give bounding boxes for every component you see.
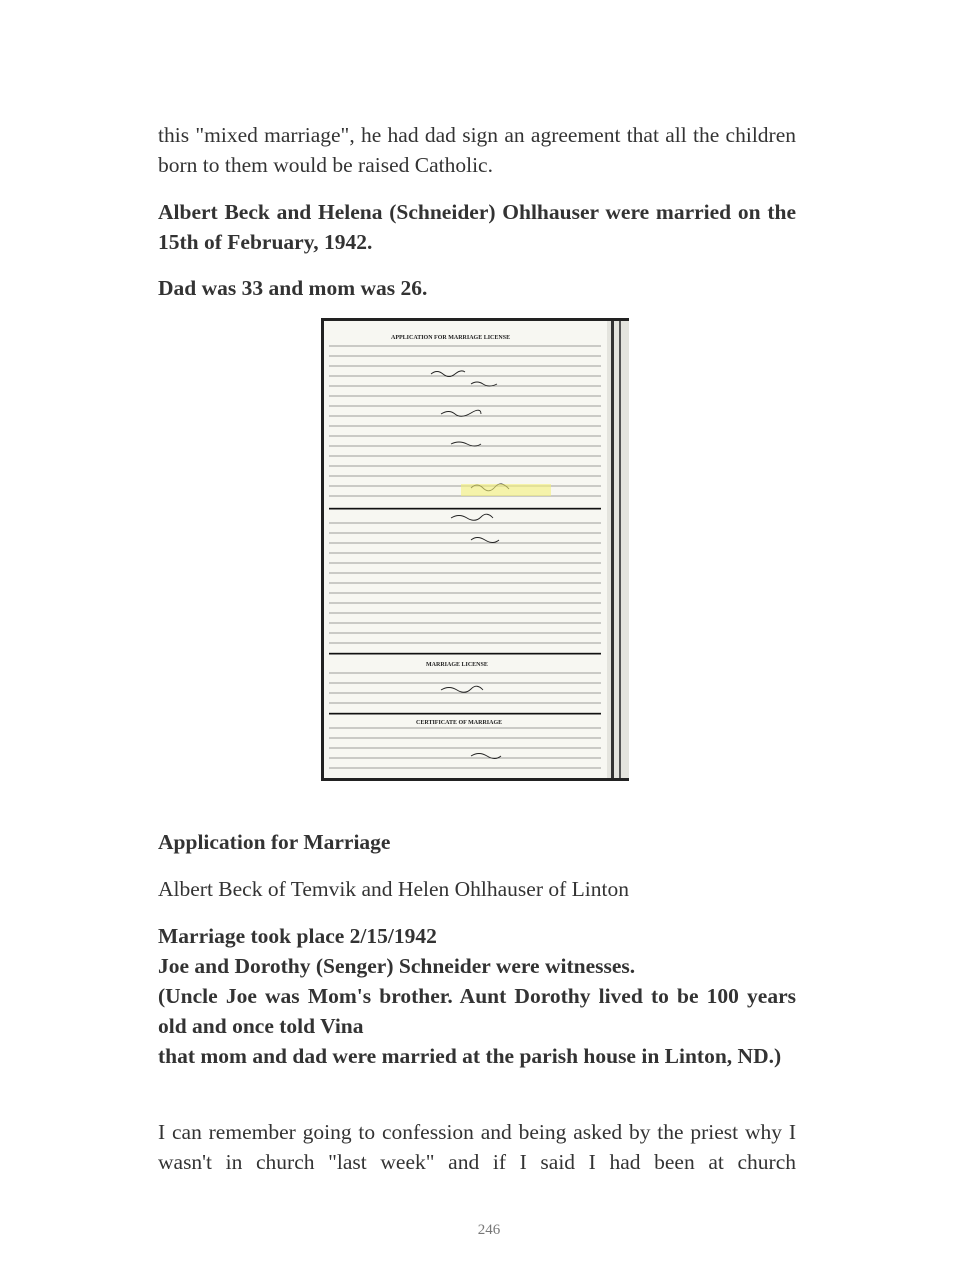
body-text-bold: Dad was 33 and mom was 26.: [158, 276, 428, 300]
body-text: Albert Beck of Temvik and Helen Ohlhauser of Linton: [158, 877, 629, 901]
body-text-bold: (Uncle Joe was Mom's brother. Aunt Dorothy lived to be 100 years old and once told Vina: [158, 984, 796, 1038]
body-text-bold: Joe and Dorothy (Senger) Schneider were witnesses.: [158, 954, 636, 978]
paragraph-witnesses: [158, 921, 796, 1071]
marriage-application-scan: [321, 318, 629, 781]
certificate-section-title: CERTIFICATE OF MARRIAGE: [416, 720, 503, 726]
body-text-bold: Marriage took place 2/15/1942: [158, 924, 437, 948]
paragraph-ages: [158, 273, 796, 303]
license-section-title: MARRIAGE LICENSE: [426, 662, 488, 668]
body-text-bold: that mom and dad were married at the parish house in Linton, ND.): [158, 1044, 782, 1068]
body-text: I can remember going to confession and being asked by the priest why I wasn't in church "last week" and if I said I had been at church: [158, 1120, 796, 1174]
paragraph-married-date: [158, 197, 796, 257]
page-number: 246: [477, 1222, 501, 1238]
body-text: this "mixed marriage", he had dad sign an agreement that all the children born to them would be raised Catholic.: [158, 123, 796, 177]
paragraph-caption-names: [158, 874, 796, 904]
license-title: APPLICATION FOR MARRIAGE LICENSE: [391, 335, 511, 341]
body-text-bold: Albert Beck and Helena (Schneider) Ohlhauser were married on the 15th of February, 1942.: [158, 200, 796, 254]
paragraph-caption: [158, 827, 796, 857]
marriage-application-image: [321, 318, 629, 781]
paragraph-mixed-marriage: [158, 120, 796, 180]
caption-heading: Application for Marriage: [158, 830, 391, 854]
paragraph-confession: [158, 1117, 796, 1177]
